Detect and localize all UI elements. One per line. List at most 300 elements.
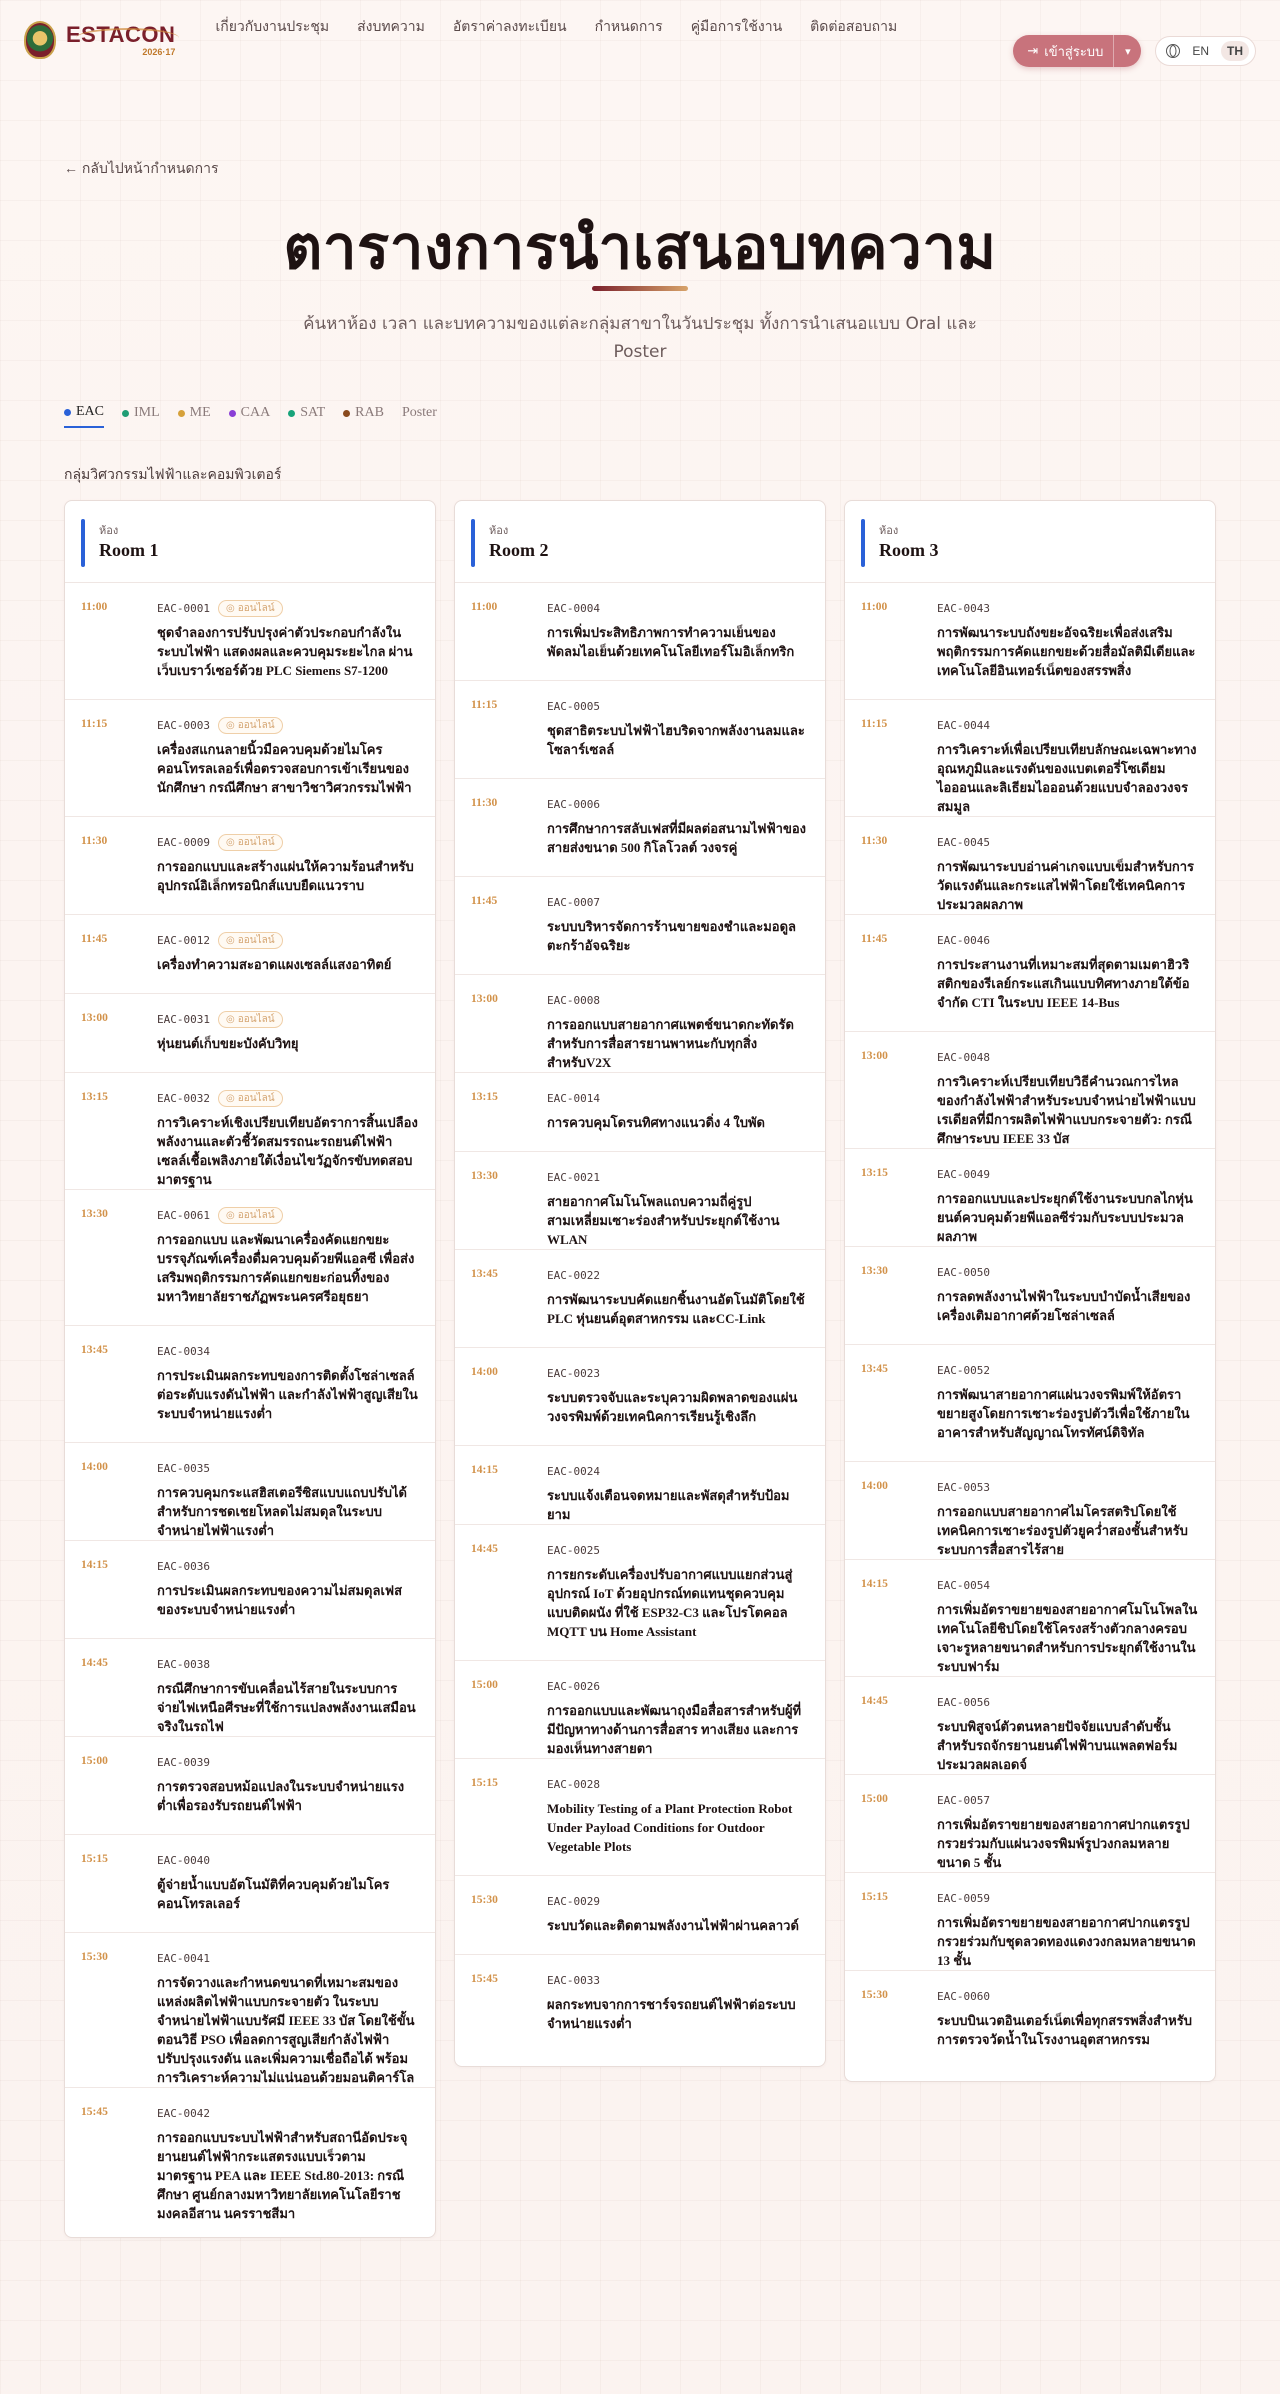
session-time: 13:00 [861, 1050, 888, 1062]
session-time: 14:15 [81, 1559, 108, 1571]
nav-item-about[interactable]: เกี่ยวกับงานประชุม [215, 18, 330, 34]
session-row[interactable] [65, 1443, 435, 1541]
session-id-row [157, 1010, 419, 1028]
session-row[interactable] [455, 583, 825, 681]
tab-me[interactable] [178, 404, 211, 428]
session-details [547, 599, 809, 661]
paper-title: ผลกระทบจากการชาร์จรถยนต์ไฟฟ้าต่อระบบจำหน่ายแรงต่ำ [547, 1997, 796, 2031]
paper-title: เครื่องทำความสะอาดแผงเซลล์แสงอาทิตย์ [157, 957, 392, 972]
tab-iml[interactable] [122, 404, 160, 428]
session-row[interactable] [455, 1876, 825, 1955]
session-details [547, 1971, 809, 2033]
paper-title: กรณีศึกษาการขับเคลื่อนไร้สายในระบบการจ่ายไฟเหนือศีรษะที่ใช้การแปลงพลังงานเสมือนจริงในรถไฟ [157, 1681, 416, 1734]
paper-title: การประเมินผลกระทบของการติดตั้งโซล่าเซลล์ต่อระดับแรงดันไฟฟ้า และกำลังไฟฟ้าสูญเสียในระบบจำหน่ายแรงต่ำ [157, 1368, 418, 1421]
paper-title: ชุดสาธิตระบบไฟฟ้าไฮบริดจากพลังงานลมและโซลาร์เซลล์ [547, 723, 805, 757]
paper-title: ระบบวัดและติดตามพลังงานไฟฟ้าผ่านคลาวด์ [547, 1918, 799, 1933]
session-id-row [937, 1165, 1199, 1183]
paper-title: ระบบแจ้งเตือนจดหมายและพัสดุสำหรับป้อมยาม [547, 1488, 790, 1522]
login-button[interactable] [1013, 35, 1113, 67]
site-logo[interactable] [24, 21, 175, 59]
paper-id: EAC-0048 [937, 1050, 990, 1064]
tab-label: CAA [240, 405, 271, 420]
session-row[interactable] [65, 1835, 435, 1933]
paper-id: EAC-0049 [937, 1167, 990, 1181]
session-row[interactable] [65, 700, 435, 817]
nav-item-registration-fees[interactable]: อัตราค่าลงทะเบียน [452, 18, 567, 34]
paper-id: EAC-0061 [157, 1208, 210, 1222]
session-time: 15:15 [81, 1853, 108, 1865]
session-time: 14:00 [861, 1480, 888, 1492]
session-id-row [157, 1459, 419, 1477]
broadcast-icon: ◎ [225, 719, 235, 731]
room-name: Room 3 [879, 540, 939, 560]
session-details [547, 991, 809, 1072]
session-time: 13:15 [81, 1091, 108, 1103]
paper-id: EAC-0031 [157, 1012, 210, 1026]
session-time: 14:15 [861, 1578, 888, 1590]
session-details [157, 716, 419, 797]
session-time: 15:30 [861, 1989, 888, 2001]
session-id-row [937, 716, 1199, 734]
session-details [157, 1753, 419, 1815]
paper-id: EAC-0014 [547, 1091, 600, 1105]
session-row[interactable] [65, 583, 435, 700]
header-actions [1013, 35, 1256, 67]
nav-item-schedule[interactable]: กำหนดการ [594, 18, 663, 34]
session-time: 13:00 [81, 1012, 108, 1024]
tab-label: RAB [355, 405, 384, 420]
session-id-row [157, 1851, 419, 1869]
session-time: 15:45 [471, 1973, 498, 1985]
online-badge [218, 834, 283, 851]
session-row[interactable] [65, 994, 435, 1073]
session-id-row [157, 599, 419, 617]
session-row[interactable] [455, 1661, 825, 1759]
session-details [937, 1693, 1199, 1774]
session-id-row [547, 599, 809, 617]
tab-color-dot [178, 410, 185, 417]
tab-caa[interactable] [229, 404, 271, 428]
session-details [157, 931, 419, 974]
session-details [547, 1892, 809, 1935]
session-time: 14:00 [81, 1461, 108, 1473]
session-details [937, 1791, 1199, 1872]
session-details [157, 1342, 419, 1423]
paper-id: EAC-0025 [547, 1543, 600, 1557]
session-details [547, 893, 809, 955]
session-row[interactable] [65, 1737, 435, 1835]
nav-item-submit-paper[interactable]: ส่งบทความ [357, 18, 425, 34]
session-row[interactable] [455, 1759, 825, 1876]
online-badge [218, 717, 283, 734]
session-row[interactable] [455, 779, 825, 877]
session-row[interactable] [65, 1073, 435, 1190]
paper-title: การเพิ่มอัตราขยายของสายอากาศปากแตรรูปกรวยร่วมกับแผ่นวงจรพิมพ์รูปวงกลมหลายขนาด 5 ชั้น [937, 1817, 1190, 1870]
session-details [157, 599, 419, 680]
paper-title: การออกแบบ และพัฒนาเครื่องคัดแยกขยะบรรจุภัณฑ์เครื่องดื่มควบคุมด้วยพีแอลซี เพื่อส่งเสริมพฤติกรรมการคัดแยกขยะก่อนทิ้งของมหาวิทยาลัยราชภัฏพระนครศรีอยุธยา [157, 1232, 415, 1304]
tab-label: EAC [76, 404, 104, 419]
session-time: 13:30 [861, 1265, 888, 1277]
session-id-row [157, 931, 419, 949]
group-label: กลุ่มวิศวกรรมไฟฟ้าและคอมพิวเตอร์ [64, 467, 282, 483]
session-details [157, 1010, 419, 1053]
session-id-row [157, 833, 419, 851]
room-column-2 [454, 500, 826, 2067]
paper-title: การควบคุมกระแสฮิสเตอรีซิสแบบแถบปรับได้สำหรับการชดเชยโหลดไม่สมดุลในระบบจำหน่ายไฟฟ้าแรงต่ำ [157, 1485, 407, 1538]
paper-id: EAC-0012 [157, 933, 210, 947]
session-time: 15:15 [861, 1891, 888, 1903]
paper-id: EAC-0032 [157, 1091, 210, 1105]
online-badge-label: ออนไลน์ [237, 1209, 275, 1221]
session-row[interactable] [455, 1250, 825, 1348]
paper-title: การออกแบบและพัฒนาถุงมือสื่อสารสำหรับผู้ที่มีปัญหาทางด้านการสื่อสาร ทางเสียง และการมองเห็นทางสายตา [547, 1703, 802, 1756]
paper-title: การลดพลังงานไฟฟ้าในระบบบำบัดน้ำเสียของเครื่องเติมอากาศด้วยโซล่าเซลล์ [937, 1289, 1191, 1323]
room-header [65, 501, 435, 583]
session-id-row [157, 1753, 419, 1771]
session-id-row [157, 1949, 419, 1967]
session-row[interactable] [845, 583, 1215, 700]
paper-title: การวิเคราะห์เพื่อเปรียบเทียบลักษณะเฉพาะทางอุณหภูมิและแรงดันของแบตเตอรี่โซเดียมไอออนและลิเธียมไอออนด้วยแบบจำลองวงจรสมมูล [937, 742, 1197, 814]
login-icon: ⇥ [1027, 43, 1039, 58]
broadcast-icon: ◎ [225, 934, 235, 946]
session-id-row [547, 893, 809, 911]
session-row[interactable] [845, 1149, 1215, 1247]
session-row[interactable] [845, 1032, 1215, 1149]
paper-id: EAC-0053 [937, 1480, 990, 1494]
globe-icon [1166, 44, 1180, 58]
paper-id: EAC-0009 [157, 835, 210, 849]
tab-color-dot [122, 410, 129, 417]
paper-id: EAC-0024 [547, 1464, 600, 1478]
paper-id: EAC-0029 [547, 1894, 600, 1908]
session-time: 11:00 [471, 601, 498, 613]
paper-title: ชุดจำลองการปรับปรุงค่าตัวประกอบกำลังในระบบไฟฟ้า แสดงผลและควบคุมระยะไกล ผ่านเว็บเบราว์เซอร์ด้วย PLC Siemens S7-1200 [157, 625, 413, 678]
session-id-row [157, 1655, 419, 1673]
paper-id: EAC-0035 [157, 1461, 210, 1475]
session-row[interactable] [455, 975, 825, 1073]
tab-color-dot [343, 410, 350, 417]
session-time: 11:30 [471, 797, 498, 809]
logo-text: ESTACON [66, 21, 176, 47]
session-details [937, 931, 1199, 1012]
session-id-row [547, 795, 809, 813]
session-time: 11:45 [81, 933, 108, 945]
session-id-row [547, 1541, 809, 1559]
session-row[interactable] [455, 1073, 825, 1152]
broadcast-icon: ◎ [225, 1013, 235, 1025]
login-button-group [1013, 35, 1141, 67]
nav-item-user-guide[interactable]: คู่มือการใช้งาน [690, 18, 783, 34]
online-badge-label: ออนไลน์ [237, 836, 275, 848]
lang-option-th[interactable]: TH [1221, 41, 1249, 61]
session-details [547, 1364, 809, 1426]
paper-title: การพัฒนาระบบอ่านค่าเกจแบบเข็มสำหรับการวัดแรงดันและกระแสไฟฟ้าโดยใช้เทคนิคการประมวลผลภาพ [937, 859, 1195, 912]
paper-id: EAC-0007 [547, 895, 600, 909]
paper-id: EAC-0034 [157, 1344, 210, 1358]
room-column-1 [64, 500, 436, 2238]
session-details [547, 1775, 809, 1856]
paper-title: การยกระดับเครื่องปรับอากาศแบบแยกส่วนสู่อุปกรณ์ IoT ด้วยอุปกรณ์ทดแทนชุดควบคุมแบบติดผนัง ที่ใช้ ESP32-C3 และโปรโตคอล MQTT บน Home Assistant [547, 1567, 793, 1639]
session-id-row [937, 1987, 1199, 2005]
session-row[interactable] [455, 1525, 825, 1661]
session-row[interactable] [845, 1247, 1215, 1345]
tab-label: ME [189, 405, 211, 420]
session-id-row [547, 1168, 809, 1186]
paper-id: EAC-0021 [547, 1170, 600, 1184]
session-time: 11:30 [861, 835, 888, 847]
session-time: 11:15 [471, 699, 498, 711]
session-details [937, 1361, 1199, 1442]
paper-title: การควบคุมโดรนทิศทางแนวดิ่ง 4 ใบพัด [547, 1115, 765, 1130]
session-row[interactable] [845, 1971, 1215, 2069]
tab-color-dot [64, 409, 71, 416]
session-details [937, 1987, 1199, 2049]
session-time: 14:00 [471, 1366, 498, 1378]
paper-id: EAC-0026 [547, 1679, 600, 1693]
session-details [547, 1266, 809, 1328]
paper-id: EAC-0057 [937, 1793, 990, 1807]
title-underline-divider [592, 286, 688, 291]
session-id-row [157, 2104, 419, 2122]
session-row[interactable] [455, 1348, 825, 1446]
paper-id: EAC-0045 [937, 835, 990, 849]
session-row[interactable] [65, 1326, 435, 1443]
session-details [937, 1576, 1199, 1676]
main-nav [215, 16, 897, 38]
session-time: 14:15 [471, 1464, 498, 1476]
session-time: 13:45 [81, 1344, 108, 1356]
session-time: 13:30 [471, 1170, 498, 1182]
online-badge [218, 600, 283, 617]
paper-id: EAC-0028 [547, 1777, 600, 1791]
session-time: 13:45 [861, 1363, 888, 1375]
paper-id: EAC-0052 [937, 1363, 990, 1377]
session-id-row [547, 1364, 809, 1382]
room-accent-bar [471, 519, 475, 567]
session-id-row [937, 1693, 1199, 1711]
page-subtitle: ค้นหาห้อง เวลา และบทความของแต่ละกลุ่มสาขาในวันประชุม ทั้งการนำเสนอแบบ Oral และ Poster [303, 314, 977, 362]
session-time: 15:45 [81, 2106, 108, 2118]
tab-eac[interactable] [64, 404, 104, 428]
paper-id: EAC-0060 [937, 1989, 990, 2003]
session-id-row [547, 697, 809, 715]
session-id-row [937, 833, 1199, 851]
session-details [157, 1655, 419, 1736]
room-kicker: ห้อง [489, 524, 509, 537]
paper-title: Mobility Testing of a Plant Protection Robot Under Payload Conditions for Outdoor Vegetable Plots [547, 1801, 793, 1854]
online-badge [218, 1207, 283, 1224]
room-column-3 [844, 500, 1216, 2082]
room-kicker: ห้อง [99, 524, 119, 537]
session-time: 11:45 [471, 895, 498, 907]
broadcast-icon: ◎ [225, 1092, 235, 1104]
paper-id: EAC-0001 [157, 601, 210, 615]
online-badge [218, 1011, 283, 1028]
paper-id: EAC-0023 [547, 1366, 600, 1380]
online-badge-label: ออนไลน์ [237, 1013, 275, 1025]
session-row[interactable] [845, 1345, 1215, 1462]
back-to-schedule-link[interactable] [64, 158, 219, 180]
session-time: 13:15 [471, 1091, 498, 1103]
paper-id: EAC-0033 [547, 1973, 600, 1987]
page-title: ตารางการนำเสนอบทความ [283, 213, 997, 283]
session-row[interactable] [65, 1933, 435, 2088]
session-time: 15:15 [471, 1777, 498, 1789]
session-row[interactable] [845, 1677, 1215, 1775]
session-row[interactable] [845, 1775, 1215, 1873]
tab-color-dot [229, 410, 236, 417]
session-time: 14:45 [471, 1543, 498, 1555]
session-id-row [547, 1677, 809, 1695]
session-details [157, 1089, 419, 1189]
session-details [157, 2104, 419, 2223]
login-dropdown-toggle[interactable] [1113, 35, 1141, 67]
online-badge [218, 1090, 283, 1107]
room-header [455, 501, 825, 583]
paper-id: EAC-0040 [157, 1853, 210, 1867]
session-id-row [157, 1557, 419, 1575]
session-row[interactable] [455, 681, 825, 779]
session-details [937, 1048, 1199, 1148]
paper-id: EAC-0038 [157, 1657, 210, 1671]
session-time: 14:45 [81, 1657, 108, 1669]
paper-title: หุ่นยนต์เก็บขยะบังคับวิทยุ [157, 1036, 299, 1051]
session-id-row [157, 1089, 419, 1107]
tab-label: SAT [300, 405, 326, 420]
nav-item-contact[interactable]: ติดต่อสอบถาม [810, 18, 898, 34]
session-details [937, 716, 1199, 816]
session-details [157, 1557, 419, 1619]
session-id-row [547, 991, 809, 1009]
paper-title: การวิเคราะห์เชิงเปรียบเทียบอัตราการสิ้นเปลืองพลังงานและตัวชี้วัดสมรรถนะรถยนต์ไฟฟ้าเซลล์เชื้อเพลิงภายใต้เงื่อนไขวัฏจักรขับทดสอบมาตรฐาน [157, 1115, 418, 1187]
tab-label: Poster [401, 405, 437, 420]
session-row[interactable] [65, 2088, 435, 2224]
session-row[interactable] [65, 817, 435, 915]
paper-title: ระบบบินเวตอินเตอร์เน็ตเพื่อทุกสรรพสิ่งสำหรับการตรวจวัดน้ำในโรงงานอุตสาหกรรม [937, 2013, 1192, 2047]
paper-id: EAC-0036 [157, 1559, 210, 1573]
session-details [157, 1949, 419, 2087]
top-navigation-bar [0, 0, 1280, 80]
paper-title: การตรวจสอบหม้อแปลงในระบบจำหน่ายแรงต่ำเพื่อรองรับรถยนต์ไฟฟ้า [157, 1779, 405, 1813]
session-row[interactable] [65, 915, 435, 994]
paper-id: EAC-0043 [937, 601, 990, 615]
session-row[interactable] [845, 915, 1215, 1032]
paper-id: EAC-0056 [937, 1695, 990, 1709]
session-details [547, 1541, 809, 1641]
session-time: 15:00 [81, 1755, 108, 1767]
session-details [937, 1263, 1199, 1325]
broadcast-icon: ◎ [225, 1209, 235, 1221]
language-switcher [1155, 36, 1256, 66]
session-time: 11:15 [861, 718, 888, 730]
session-details [547, 1089, 809, 1132]
paper-title: การออกแบบสายอากาศไมโครสตริปโดยใช้เทคนิคการเซาะร่องรูปตัวยูคว่ำสองชั้นสำหรับระบบการสื่อสารไร้สาย [937, 1504, 1188, 1557]
session-time: 13:45 [471, 1268, 498, 1280]
session-id-row [547, 1971, 809, 1989]
paper-title: การพัฒนาระบบถังขยะอัจฉริยะเพื่อส่งเสริมพฤติกรรมการคัดแยกขยะด้วยสื่อมัลติมีเดียและเทคโนโลยีอินเทอร์เน็ตของสรรพสิ่ง [937, 625, 1196, 678]
session-row[interactable] [65, 1639, 435, 1737]
session-time: 11:30 [81, 835, 108, 847]
session-row[interactable] [845, 700, 1215, 817]
paper-id: EAC-0044 [937, 718, 990, 732]
session-time: 11:45 [861, 933, 888, 945]
session-details [157, 1851, 419, 1913]
paper-id: EAC-0005 [547, 699, 600, 713]
session-details [937, 1889, 1199, 1970]
session-row[interactable] [455, 877, 825, 975]
session-id-row [547, 1089, 809, 1107]
session-row[interactable] [65, 1190, 435, 1326]
session-id-row [547, 1462, 809, 1480]
back-label: ← กลับไปหน้ากำหนดการ [64, 160, 219, 176]
session-details [157, 1206, 419, 1306]
room-accent-bar [81, 519, 85, 567]
session-id-row [937, 599, 1199, 617]
session-row[interactable] [845, 1873, 1215, 1971]
tab-poster[interactable] [402, 404, 437, 428]
session-id-row [547, 1775, 809, 1793]
university-seal-icon [24, 21, 56, 59]
session-id-row [937, 931, 1199, 949]
session-id-row [547, 1266, 809, 1284]
paper-id: EAC-0008 [547, 993, 600, 1007]
room-header [845, 501, 1215, 583]
session-id-row [937, 1576, 1199, 1594]
paper-title: การเพิ่มอัตราขยายของสายอากาศปากแตรรูปกรวยร่วมกับชุดลวดทองแดงวงกลมหลายขนาด 13 ชั้น [937, 1915, 1196, 1968]
paper-id: EAC-0046 [937, 933, 990, 947]
tab-rab[interactable] [343, 404, 384, 428]
online-badge-label: ออนไลน์ [237, 1092, 275, 1104]
session-row[interactable] [845, 817, 1215, 915]
session-time: 13:15 [861, 1167, 888, 1179]
session-details [157, 833, 419, 895]
session-row[interactable] [845, 1560, 1215, 1677]
session-row[interactable] [455, 1446, 825, 1525]
paper-title: ระบบตรวจจับและระบุความผิดพลาดของแผ่นวงจรพิมพ์ด้วยเทคนิคการเรียนรู้เชิงลึก [547, 1390, 798, 1424]
paper-id: EAC-0059 [937, 1891, 990, 1905]
room-kicker: ห้อง [879, 524, 899, 537]
tab-color-dot [288, 410, 295, 417]
session-time: 15:30 [81, 1951, 108, 1963]
session-details [937, 833, 1199, 914]
online-badge-label: ออนไลน์ [237, 602, 275, 614]
session-time: 11:00 [861, 601, 888, 613]
tab-sat[interactable] [288, 404, 325, 428]
session-row[interactable] [65, 1541, 435, 1639]
session-time: 11:15 [81, 718, 108, 730]
session-id-row [157, 716, 419, 734]
session-time: 11:00 [81, 601, 108, 613]
paper-title: เครื่องสแกนลายนิ้วมือควบคุมด้วยไมโครคอนโทรลเลอร์เพื่อตรวจสอบการเข้าเรียนของนักศึกษา กรณีศึกษา สาขาวิชาวิศวกรรมไฟฟ้า [157, 742, 412, 795]
paper-title: การออกแบบและประยุกต์ใช้งานระบบกลไกหุ่นยนต์ควบคุมด้วยพีแอลซีร่วมกับระบบประมวลผลภาพ [937, 1191, 1193, 1244]
tab-label: IML [134, 405, 160, 420]
paper-id: EAC-0042 [157, 2106, 210, 2120]
session-row[interactable] [845, 1462, 1215, 1560]
login-label: เข้าสู่ระบบ [1044, 43, 1104, 59]
paper-title: การจัดวางและกำหนดขนาดที่เหมาะสมของแหล่งผลิตไฟฟ้าแบบกระจายตัว ในระบบจำหน่ายไฟฟ้าแบบรัศมี IEEE 33 บัส โดยใช้ขั้นตอนวิธี PSO เพื่อลดการสูญเสียกำลังไฟฟ้า ปรับปรุงแรงดัน และเพิ่มความเชื่อถือได้ พร้อมการวิเคราะห์ความไม่แน่นอนด้วยมอนติคาร์โล [157, 1975, 415, 2085]
session-details [547, 1462, 809, 1524]
logo-wordmark [66, 21, 176, 57]
paper-title: การประสานงานที่เหมาะสมที่สุดตามเมตาฮิวริสติกของรีเลย์กระแสเกินแบบทิศทางภายใต้ข้อจำกัด CTI ในระบบ IEEE 14-Bus [937, 957, 1190, 1010]
session-row[interactable] [455, 1955, 825, 2053]
paper-title: การประเมินผลกระทบของความไม่สมดุลเฟสของระบบจำหน่ายแรงต่ำ [157, 1583, 403, 1617]
broadcast-icon: ◎ [225, 836, 235, 848]
paper-id: EAC-0039 [157, 1755, 210, 1769]
session-row[interactable] [455, 1152, 825, 1250]
track-tabs [64, 404, 437, 428]
lang-option-en[interactable]: EN [1192, 44, 1209, 58]
paper-id: EAC-0050 [937, 1265, 990, 1279]
